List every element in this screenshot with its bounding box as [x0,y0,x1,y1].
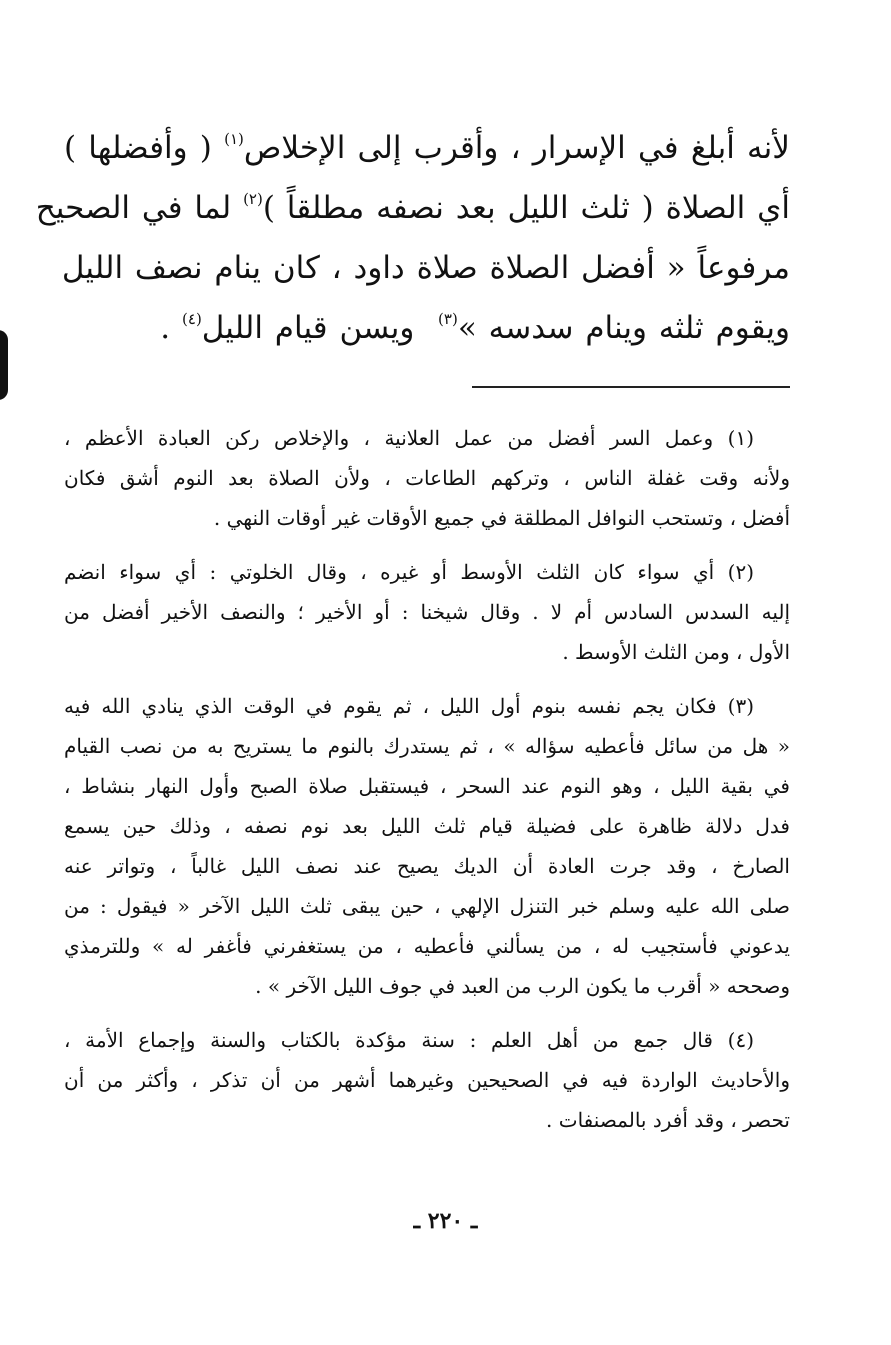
main-text-line: أي الصلاة ( ثلث الليل بعد نصفه مطلقاً )$^{(٢)}$ لما في الصحيح [35,190,790,226]
footnote-1 [64,418,790,538]
footnote-line: (١) وعمل السر أفضل من عمل العلانية ، والإخلاص ركن العبادة الأعظم ، [64,426,754,450]
footnote-line: أفضل ، وتستحب النوافل المطلقة في جميع الأوقات غير أوقات النهي . [213,506,790,530]
footnote-marker: (٤) [182,310,202,328]
footnotes-section [64,418,790,1154]
footnote-line: الصارخ ، وقد جرت العادة أن الديك يصيح عند نصف الليل غالباً ، وتواتر عنه [64,854,790,878]
footnote-2 [64,552,790,672]
main-text-block [35,118,790,358]
footnote-line: إليه السدس السادس أم لا . وقال شيخنا : أو الأخير ؛ والنصف الأخير أفضل من [64,600,790,624]
footnote-marker: (٢) [243,190,263,208]
footnote-line: والأحاديث الواردة فيه في الصحيحين وغيرهما أشهر من أن تذكر ، وأكثر من أن [64,1068,790,1092]
footnote-3 [64,686,790,1006]
footnote-line: صلى الله عليه وسلم خبر التنزل الإلهي ، حين يبقى ثلث الليل الآخر « فيقول : من [64,894,790,918]
footnote-line: ولأنه وقت غفلة الناس ، وتركهم الطاعات ، ولأن الصلاة بعد النوم أشق فكان [64,466,790,490]
footnote-line: وصححه « أقرب ما يكون الرب من العبد في جوف الليل الآخر » . [255,974,790,998]
footnote-line: (٤) قال جمع من أهل العلم : سنة مؤكدة بالكتاب والسنة وإجماع الأمة ، [64,1028,754,1052]
footnote-line: فدل دلالة ظاهرة على فضيلة قيام ثلث الليل بعد نوم نصفه ، وذلك حين يسمع [64,814,790,838]
footnote-line: (٣) فكان يجم نفسه بنوم أول الليل ، ثم يقوم في الوقت الذي ينادي الله فيه [64,694,754,718]
main-text-line: لأنه أبلغ في الإسرار ، وأقرب إلى الإخلاص$^{(١)}$ ( وأفضلها ) [64,130,790,166]
footnote-line: تحصر ، وقد أفرد بالمصنفات . [546,1108,790,1132]
scan-edge-mark [0,330,8,400]
footnote-line: الأول ، ومن الثلث الأوسط . [562,640,790,664]
main-text-line: ويقوم ثلثه وينام سدسه »$^{(٣)}$ ويسن قيام الليل$^{(٤)}$ . [160,310,790,346]
footnote-marker: (١) [224,130,244,148]
footnote-line: في بقية الليل ، وهو النوم عند السحر ، فيستقبل صلاة الصبح وأول النهار بنشاط ، [64,774,790,798]
footnote-marker: (٣) [438,310,458,328]
page-number: ـ ٢٢٠ ـ [413,1208,478,1234]
main-text-line: مرفوعاً « أفضل الصلاة صلاة داود ، كان ينام نصف الليل [61,250,790,286]
footnote-divider [472,386,790,388]
footnote-line: يدعوني فأستجيب له ، من يسألني فأعطيه ، من يستغفرني فأغفر له » وللترمذي [64,934,790,958]
footnote-line: « هل من سائل فأعطيه سؤاله » ، ثم يستدرك بالنوم ما يستريح به من نصب القيام [64,734,790,758]
footnote-4 [64,1020,790,1140]
footnote-line: (٢) أي سواء كان الثلث الأوسط أو غيره ، وقال الخلوتي : أي سواء انضم [64,560,754,584]
